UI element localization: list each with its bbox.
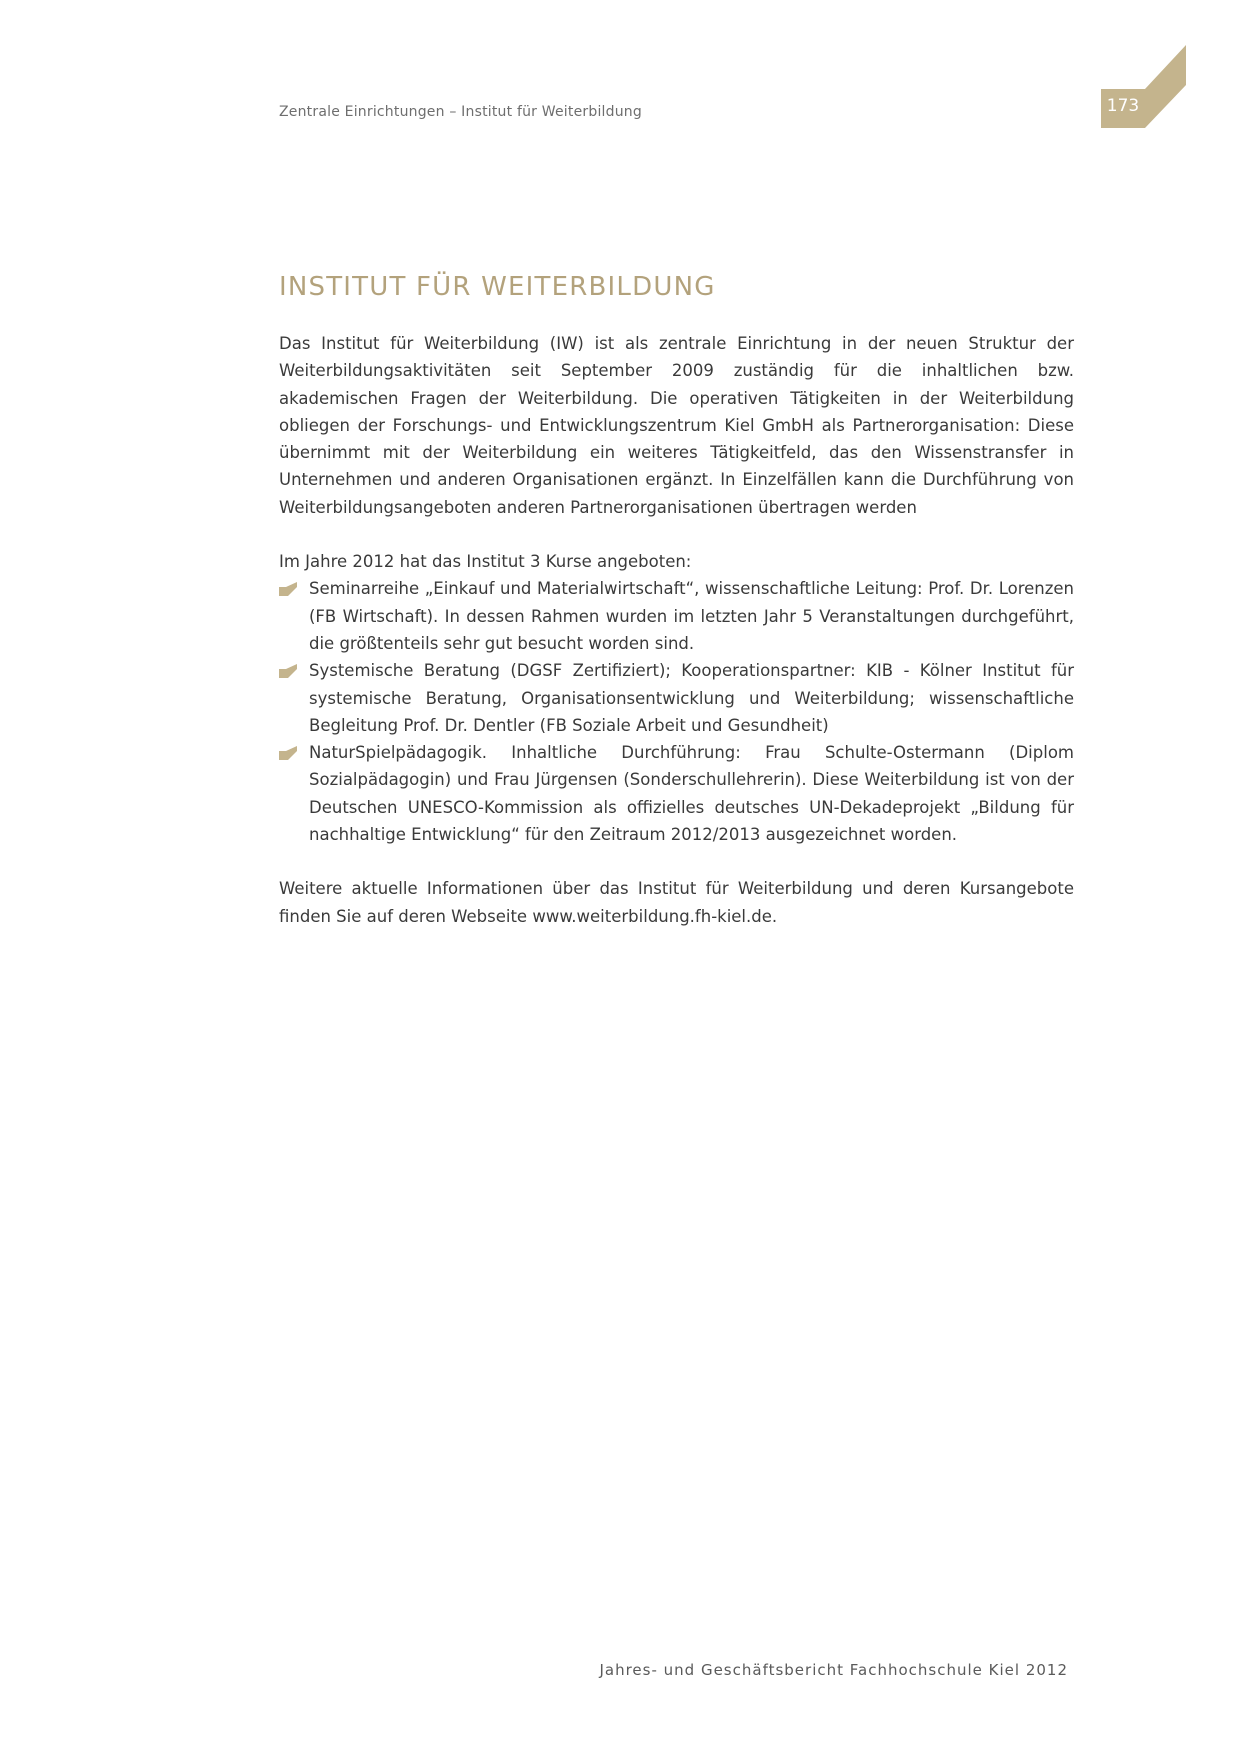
course-text: Systemische Beratung (DGSF Zertifiziert); Kooperationspartner: KIB - Kölner Institut für systemische Beratung, Organisationsentwicklung und Weiterbildung; wissenschaftliche Begleitung Prof. Dr. Dentler (FB Soziale Arbeit und Gesundheit): [309, 661, 1074, 735]
course-text: Seminarreihe „Einkauf und Materialwirtschaft“, wissenschaftliche Leitung: Prof. Dr. Lorenzen (FB Wirtschaft). In dessen Rahmen wurden im letzten Jahr 5 Veranstaltungen durchgeführt, die größtenteils sehr gut besucht worden sind.: [309, 579, 1074, 653]
section-title: INSTITUT FÜR WEITERBILDUNG: [279, 272, 716, 302]
running-header: Zentrale Einrichtungen – Institut für Weiterbildung: [279, 104, 642, 120]
closing-paragraph: Weitere aktuelle Informationen über das Institut für Weiterbildung und deren Kursangebote finden Sie auf deren Webseite www.weiterbildung.fh-kiel.de.: [279, 879, 1074, 926]
main-content: [279, 272, 1074, 930]
running-footer: Jahres- und Geschäftsbericht Fachhochschule Kiel 2012: [599, 1661, 1068, 1679]
check-bullet-icon: [279, 746, 297, 760]
intro-paragraph: Das Institut für Weiterbildung (IW) ist als zentrale Einrichtung in der neuen Struktur der Weiterbildungsaktivitäten seit September 2009 zuständig für die inhaltlichen bzw. akademischen Fragen der Weiterbildung. Die operativen Tätigkeiten in der Weiterbildung obliegen der Forschungs- und Entwicklungszentrum Kiel GmbH als Partnerorganisation: Diese übernimmt mit der Weiterbildung ein weiteres Tätigkeitfeld, das den Wissenstransfer in Unternehmen und anderen Organisationen ergänzt. In Einzelfällen kann die Durchführung von Weiterbildungsangeboten anderen Partnerorganisationen übertragen werden: [279, 334, 1074, 517]
check-bullet-icon: [279, 582, 297, 596]
list-item: [279, 575, 1074, 657]
courses-intro: Im Jahre 2012 hat das Institut 3 Kurse angeboten:: [279, 552, 692, 572]
list-item: [279, 739, 1074, 848]
check-bullet-icon: [279, 664, 297, 678]
courses-list: [279, 575, 1074, 848]
page-number: 173: [1106, 96, 1140, 116]
course-text: NaturSpielpädagogik. Inhaltliche Durchführung: Frau Schulte-Ostermann (Diplom Sozialpädagogin) und Frau Jürgensen (Sonderschullehrerin). Diese Weiterbildung ist von der Deutschen UNESCO-Kommission als offizielles deutsches UN-Dekadeprojekt „Bildung für nachhaltige Entwicklung“ für den Zeitraum 2012/2013 ausgezeichnet worden.: [309, 743, 1074, 845]
list-item: [279, 657, 1074, 739]
